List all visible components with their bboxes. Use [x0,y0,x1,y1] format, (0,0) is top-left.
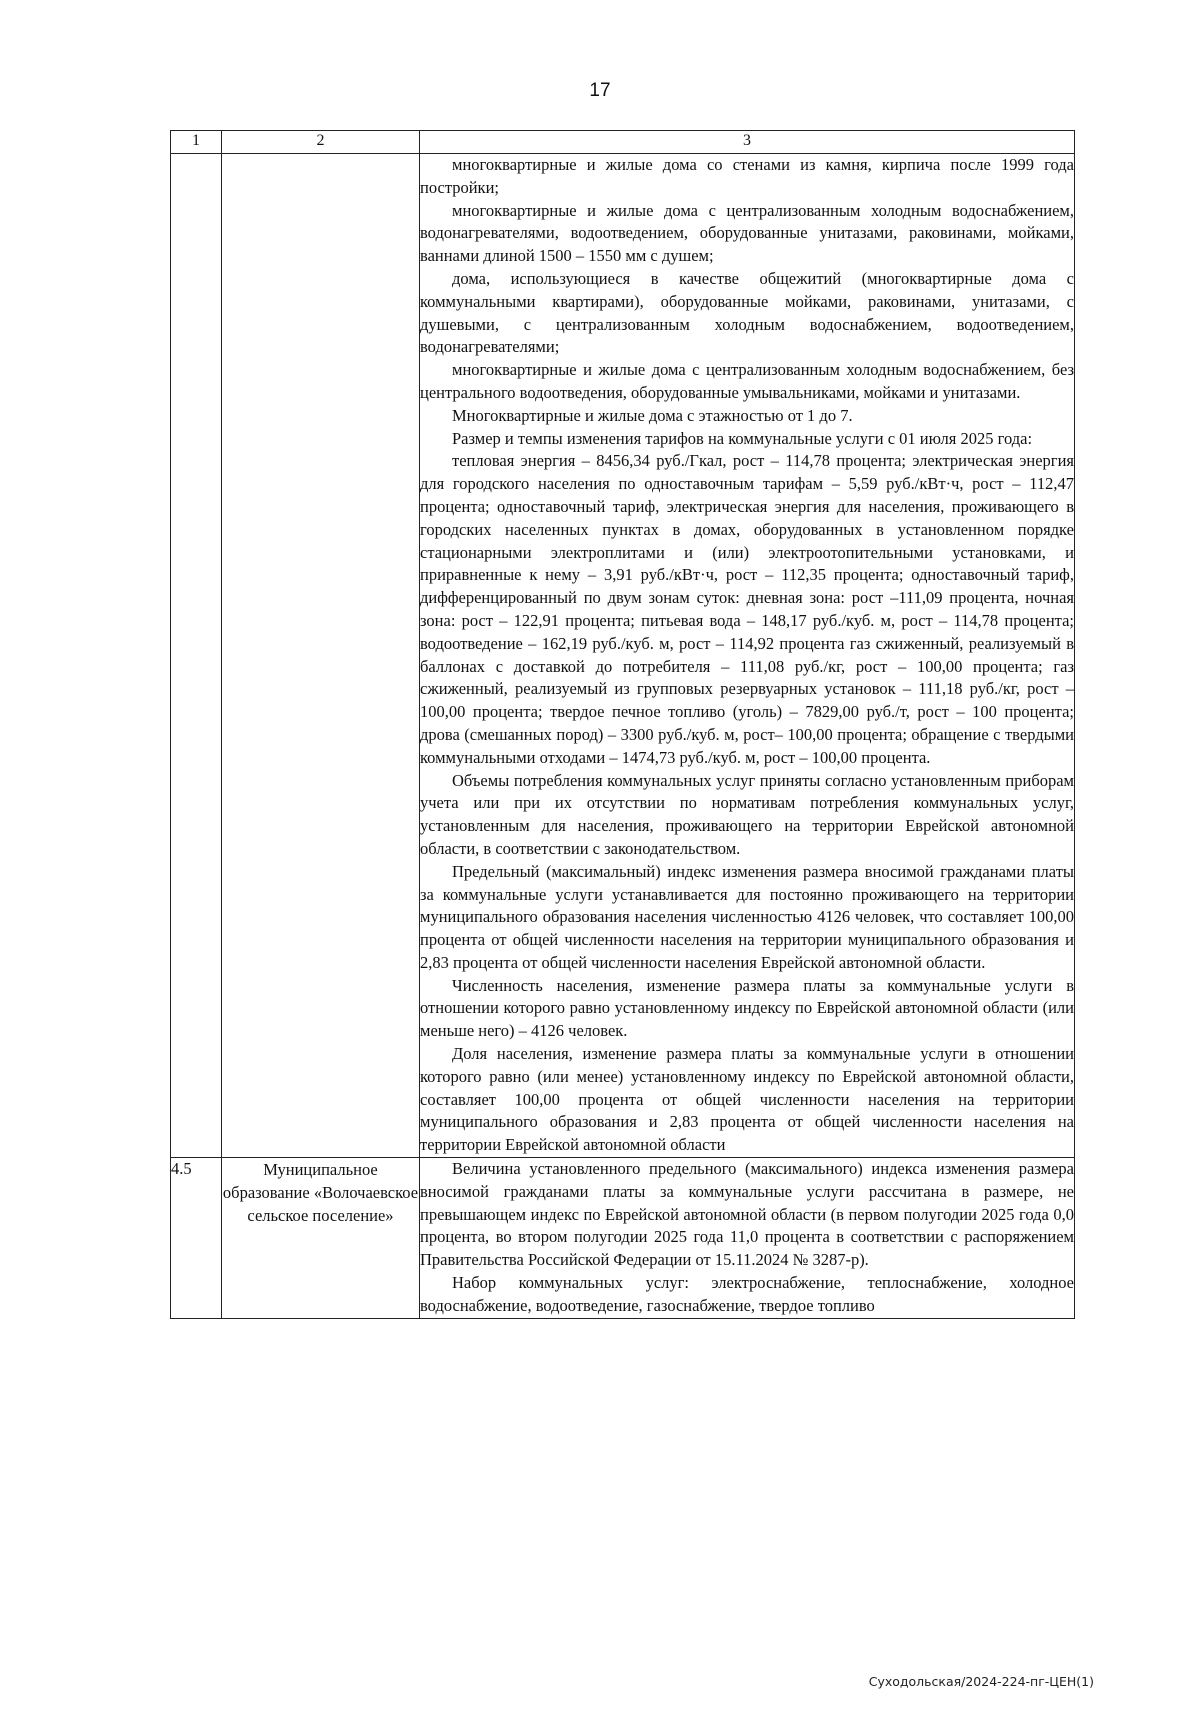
paragraph: дома, использующиеся в качестве общежитий (многоквартирные дома с коммунальными квартирами), оборудованные мойками, раковинами, унитазами, с душевыми, с централизованным холодным водоснабжением, водоотведением, водонагревателями; [420,268,1074,357]
column-header-2: 2 [222,131,420,154]
document-table [170,130,1075,1319]
document-code: Суходольская/2024-224-пг-ЦЕН(1) [868,1674,1094,1689]
paragraph: Объемы потребления коммунальных услуг приняты согласно установленным приборам учета или при их отсутствии по нормативам потребления коммунальных услуг, установленным для населения, проживающего на территории Еврейской автономной области, в соответствии с законодательством. [420,770,1074,858]
page-number: 17 [589,80,611,101]
municipality-name: Муниципальное образование «Волочаевское сельское поселение» [222,1158,420,1319]
row-content-cell [420,1158,1075,1319]
paragraph: Предельный (максимальный) индекс изменения размера вносимой гражданами платы за коммунальные услуги устанавливается для постоянно проживающего на территории муниципального образования населения численностью 4126 человек, что составляет 100,00 процента от общей численности населения на территории муниципального образования и 2,83 процента от общей численности населения Еврейской автономной области. [420,861,1074,972]
paragraph: Численность населения, изменение размера платы за коммунальные услуги в отношении которого равно установленному индексу по Еврейской автономной области (или меньше него) – 4126 человек. [420,975,1074,1041]
row-content-cell [420,154,1075,1158]
column-header-3: 3 [420,131,1075,154]
table-row [171,154,1075,1158]
table-row [171,1158,1075,1319]
paragraph: многоквартирные и жилые дома со стенами из камня, кирпича после 1999 года постройки; [420,155,1074,197]
tariff-paragraph: тепловая энергия – 8456,34 руб./Гкал, рост – 114,78 процента; электрическая энергия для городского населения по одноставочным тарифам – 5,59 руб./кВт·ч, рост – 112,47 процента; одноставочный тариф, электрическая энергия для населения, проживающего в городских населенных пунктах в домах, оборудованных в установленном порядке стационарными электроплитами и (или) электроотопительными установками, и приравненные к нему – 3,91 руб./кВт·ч, рост – 112,35 процента; одноставочный тариф, дифференцированный по двум зонам суток: дневная зона: рост –111,09 процента, ночная зона: рост – 122,91 процента; питьевая вода – 148,17 руб./куб. м, рост – 114,78 процента; водоотведение – 162,19 руб./куб. м, рост – 114,92 процента газ сжиженный, реализуемый в баллонах с доставкой до потребителя – 111,08 руб./кг, рост – 100,00 процента; газ сжиженный, реализуемый из групповых резервуарных установок – 111,18 руб./кг, рост – 100,00 процента; твердое печное топливо (уголь) – 7829,00 руб./т, рост – 100 процента; дрова (смешанных пород) – 3300 руб./куб. м, рост– 100,00 процента; обращение с твердыми коммунальными отходами – 1474,73 руб./куб. м, рост – 100,00 процента. [420,451,1074,767]
row-number-cell [171,154,222,1158]
paragraph: многоквартирные и жилые дома с централизованным холодным водоснабжением, без центрального водоотведения, оборудованные умывальниками, мойками и унитазами. [420,360,1074,402]
row-number: 4.5 [171,1158,222,1319]
paragraph: Величина установленного предельного (максимального) индекса изменения размера вносимой гражданами платы за коммунальные услуги рассчитана в размере, не превышающем индекс по Еврейской автономной области (в первом полугодии 2025 года 0,0 процента, во втором полугодии 2025 года 11,0 процента в соответствии с распоряжением Правительства Российской Федерации от 15.11.2024 № 3287-р). [420,1159,1074,1270]
paragraph: Многоквартирные и жилые дома с этажностью от 1 до 7. [452,405,853,425]
column-header-1: 1 [171,131,222,154]
row-name-cell [222,154,420,1158]
paragraph: Размер и темпы изменения тарифов на коммунальные услуги с 01 июля 2025 года: [452,428,1033,448]
paragraph: многоквартирные и жилые дома с централизованным холодным водоснабжением, водонагревателями, водоотведением, оборудованные унитазами, раковинами, мойками, ваннами длиной 1500 – 1550 мм с душем; [420,200,1074,266]
paragraph: Набор коммунальных услуг: электроснабжение, теплоснабжение, холодное водоснабжение, водоотведение, газоснабжение, твердое топливо [420,1273,1074,1315]
paragraph: Доля населения, изменение размера платы за коммунальные услуги в отношении которого равно (или менее) установленному индексу по Еврейской автономной области, составляет 100,00 процента от общей численности населения на территории муниципального образования и 2,83 процента от общей численности населения на территории Еврейской автономной области [420,1044,1074,1155]
table-header-row [171,131,1075,154]
